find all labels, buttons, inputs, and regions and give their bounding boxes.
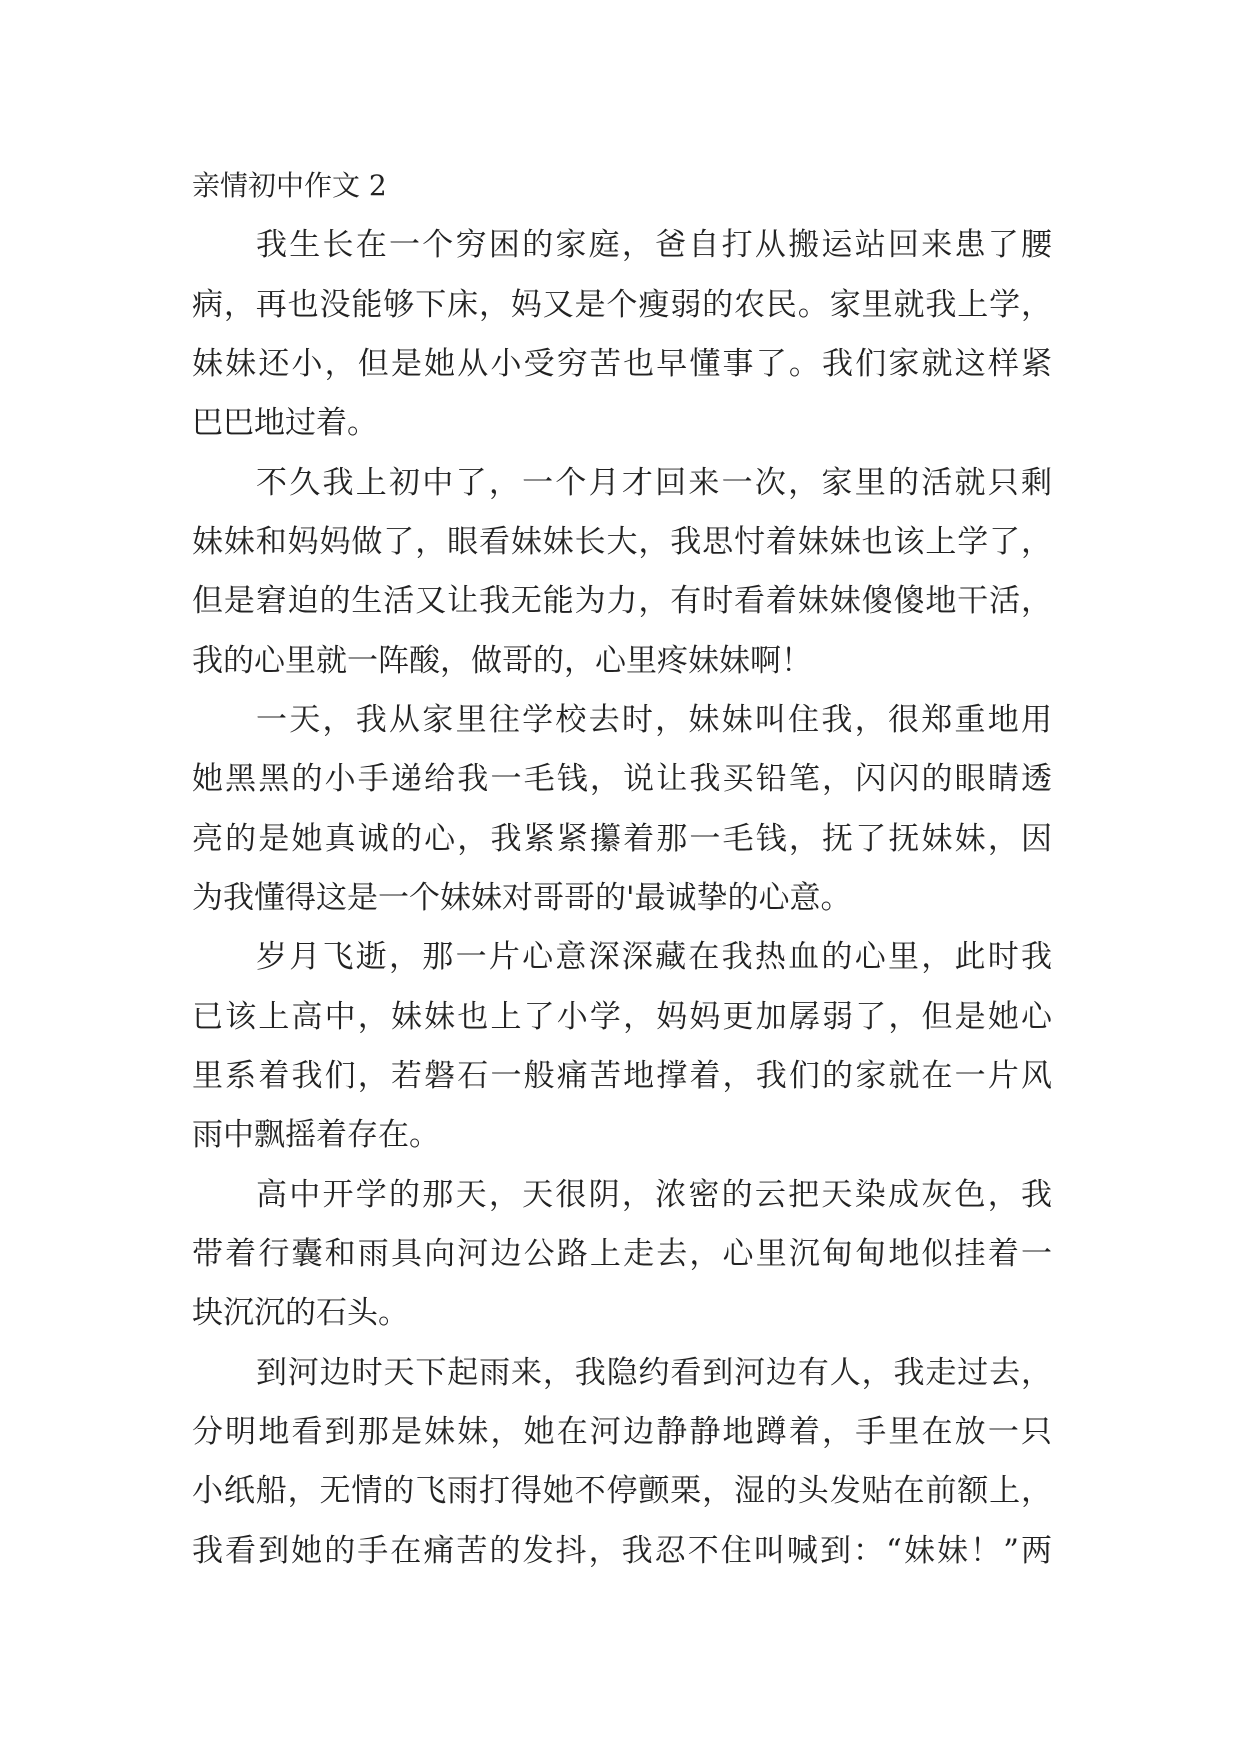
- paragraph-2-line-1: 不久我上初中了，一个月才回来一次，家里的活就只剩: [256, 465, 1052, 501]
- paragraph-6-line-3: 小纸船，无情的飞雨打得她不停颤栗，湿的头发贴在前额上，: [192, 1473, 1052, 1509]
- paragraph-1-line-3: 妹妹还小，但是她从小受穷苦也早懂事了。我们家就这样紧: [192, 346, 1052, 382]
- paragraph-1-line-4: 巴巴地过着。: [192, 405, 378, 441]
- paragraph-3-line-1: 一天，我从家里往学校去时，妹妹叫住我，很郑重地用: [256, 702, 1052, 738]
- paragraph-2-line-3: 但是窘迫的生活又让我无能为力，有时看着妹妹傻傻地干活，: [192, 583, 1052, 619]
- paragraph-4-line-2: 已该上高中，妹妹也上了小学，妈妈更加孱弱了，但是她心: [192, 999, 1052, 1035]
- paragraph-1-line-1: 我生长在一个穷困的家庭，爸自打从搬运站回来患了腰: [256, 227, 1052, 263]
- paragraph-4-line-1: 岁月飞逝，那一片心意深深藏在我热血的心里，此时我: [256, 939, 1052, 975]
- paragraph-6-line-4: 我看到她的手在痛苦的发抖，我忍不住叫喊到：“妹妹！”两: [192, 1533, 1052, 1569]
- paragraph-1-line-2: 病，再也没能够下床，妈又是个瘦弱的农民。家里就我上学，: [192, 287, 1052, 323]
- paragraph-6-line-2: 分明地看到那是妹妹，她在河边静静地蹲着，手里在放一只: [192, 1414, 1052, 1450]
- document-title: 亲情初中作文 2: [192, 169, 387, 202]
- paragraph-2-line-4: 我的心里就一阵酸，做哥的，心里疼妹妹啊！: [192, 643, 812, 679]
- paragraph-3-line-3: 亮的是她真诚的心，我紧紧攥着那一毛钱，抚了抚妹妹，因: [192, 821, 1052, 857]
- paragraph-5-line-2: 带着行囊和雨具向河边公路上走去，心里沉甸甸地似挂着一: [192, 1236, 1052, 1272]
- paragraph-6-line-1: 到河边时天下起雨来，我隐约看到河边有人，我走过去，: [256, 1355, 1052, 1391]
- paragraph-5-line-1: 高中开学的那天，天很阴，浓密的云把天染成灰色，我: [256, 1177, 1052, 1213]
- paragraph-4-line-4: 雨中飘摇着存在。: [192, 1117, 440, 1153]
- paragraph-2-line-2: 妹妹和妈妈做了，眼看妹妹长大，我思忖着妹妹也该上学了，: [192, 524, 1052, 560]
- paragraph-5-line-3: 块沉沉的石头。: [192, 1295, 409, 1331]
- paragraph-4-line-3: 里系着我们，若磐石一般痛苦地撑着，我们的家就在一片风: [192, 1058, 1052, 1094]
- paragraph-3-line-2: 她黑黑的小手递给我一毛钱，说让我买铅笔，闪闪的眼睛透: [192, 761, 1052, 797]
- paragraph-3-line-4: 为我懂得这是一个妹妹对哥哥的'最诚挚的心意。: [192, 880, 852, 916]
